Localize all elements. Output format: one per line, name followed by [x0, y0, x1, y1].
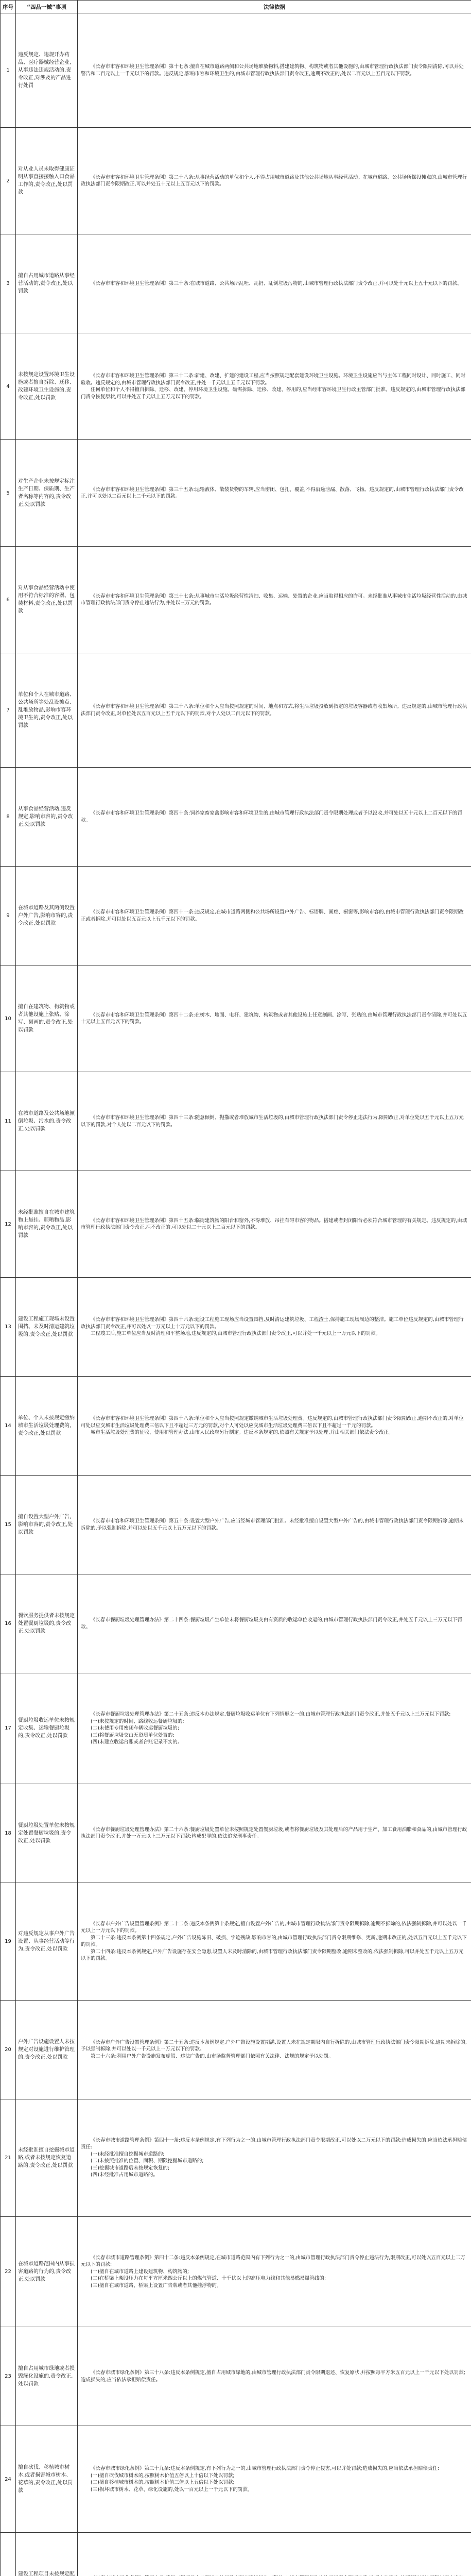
- row-number: 21: [1, 2099, 16, 2216]
- row-number: 11: [1, 1072, 16, 1171]
- basis-paragraph: 《长春市市容和环境卫生管理条例》第四十二条:在树木、地面、电杆、建筑物、构筑物或者其他设施上任意刻画、涂写、张贴的,由城市管理行政执法部门责令清除,并可处以五十元以上五百元以下的罚款。: [81, 1012, 467, 1025]
- row-legal-basis: [78, 1377, 471, 1476]
- basis-paragraph: 《长春市市容和环境卫生管理条例》第四十六条:建设工程施工现场应当设置围挡,及时清运建筑垃圾、工程渣土,保持施工现场周边的整洁。施工单位违反规定的,由城市管理行政执法部门责令改正,并可以处以一万元以上十万元以下的罚款。: [81, 1317, 464, 1330]
- basis-paragraph: 城市生活垃圾处理费的征收、使用和管理办法,由市人民政府另行制定。违反本条规定的,依照有关规定予以处理,并由相关部门依法责令改正。: [91, 1430, 394, 1436]
- row-legal-basis: [78, 2000, 471, 2099]
- row-item: 户外广告设施设置人未按规定对设施进行维护管理的,责令改正,处以罚款: [16, 2000, 78, 2099]
- row-legal-basis: [78, 2099, 471, 2216]
- table-row: [1, 1171, 471, 1278]
- basis-paragraph: 《长春市市容和环境卫生管理条例》第四十五条:临街建筑物的阳台和窗外,不得堆放、吊挂有碍市容的物品。搭建或者封闭阳台必须符合城市管理的有关规定。违反规定的,由城市管理行政执法部门责令改正,拒不改正的,可以处以二十元以上二百元以下的罚款。: [81, 1217, 467, 1230]
- row-item: 建设工程项目未按规定配: [16, 2533, 78, 2576]
- row-legal-basis: [78, 965, 471, 1072]
- table-row: [1, 653, 471, 768]
- basis-paragraph: 《长春市餐厨垃圾处理管理办法》第二十四条:餐厨垃圾产生单位未将餐厨垃圾交由有资质的收运单位收运的,由城市管理行政执法部门责令改正,并处五千元以上三万元以下罚款。: [81, 1617, 462, 1630]
- table-row: [1, 1784, 471, 1883]
- row-legal-basis: [78, 1574, 471, 1673]
- table-row: [1, 1072, 471, 1171]
- row-item: 在城市道路范围内从事损害道路的行为的,责令改正,处以罚款: [16, 2216, 78, 2327]
- row-legal-basis: [78, 2426, 471, 2533]
- row-number: 15: [1, 1476, 16, 1574]
- row-legal-basis: [78, 1278, 471, 1377]
- table-row: [1, 333, 471, 440]
- header-basis: 法律依据: [78, 1, 471, 13]
- row-legal-basis: [78, 2327, 471, 2426]
- row-item: 对从业人员未取得健康证明从事直接接触入口食品工作的,责令改正,处以罚款: [16, 128, 78, 234]
- basis-paragraph: (三)擅自在城市道路、桥梁上设置广告牌或者其他挂浮物的。: [91, 2282, 222, 2289]
- basis-paragraph: 《长春市市容和环境卫生管理条例》第四十三条:随意倾倒、抛撒或者堆放城市生活垃圾的,由城市管理行政执法部门责令停止违法行为,限期改正,对单位处以五千元以上五万元以下的罚款,对个人处以二百元以下的罚款。: [81, 1115, 464, 1128]
- row-number: 18: [1, 1784, 16, 1883]
- basis-paragraph: 《长春市城市绿化条例》第三十九条:违反本条例规定,有下列行为之一的,由城市管理行政执法部门责令停止侵害,可以并处罚款;造成损失的,应当依法承担赔偿责任:: [91, 2466, 440, 2471]
- row-legal-basis: [78, 128, 471, 234]
- row-number: 3: [1, 234, 16, 333]
- basis-paragraph: (四)未经批准占用城市道路的。: [91, 2172, 158, 2178]
- row-item: 在城市道路及其两侧设置户外广告,影响市容的,责令改正,处以罚款: [16, 867, 78, 965]
- table-body: [1, 13, 471, 2576]
- row-number: 6: [1, 547, 16, 653]
- table-row: [1, 867, 471, 965]
- row-item: 擅自占用城市绿地或者损毁绿化设施的,责令改正,处以罚款: [16, 2327, 78, 2426]
- basis-paragraph: (三)损坏城市树木、花草、绿化设施的,处以一百元以上一千元以下的罚款。: [91, 2486, 253, 2493]
- row-item: 对违反规定从事户外广告设置、从事经营活动等行为,责令改正,处以罚款: [16, 1883, 78, 2000]
- row-number: 19: [1, 1883, 16, 2000]
- row-item: 单位和个人在城市道路、公共场所等处乱设摊点、乱堆放物品,影响市容环境卫生的,责令改正,处以罚款: [16, 653, 78, 768]
- row-item: 未经批准擅自挖掘城市道路,或者未按规定恢复道路的,责令改正,处以罚款: [16, 2099, 78, 2216]
- row-legal-basis: [78, 13, 471, 128]
- row-number: 7: [1, 653, 16, 768]
- basis-paragraph: 《长春市城市道路管理条例》第四十二条:违反本条例规定,在城市道路范围内有下列行为之一的,由城市管理行政执法部门责令停止违法行为,限期改正,可以处以五百元以上二万元以下的罚款:: [81, 2255, 465, 2267]
- basis-paragraph: (二)未按照批准的位置、面积、期限挖掘城市道路的;: [91, 2158, 204, 2164]
- row-number: 10: [1, 965, 16, 1072]
- row-legal-basis: [78, 2533, 471, 2576]
- basis-paragraph: 《长春市市容和环境卫生管理条例》第三十八条:单位和个人应当按照规定的时间、地点和方式,将生活垃圾投放到指定的垃圾容器或者收集场所。违反规定的,由城市管理行政执法部门责令改正,对单位处以五百元以上五千元以下的罚款,对个人处以二百元以下的罚款。: [81, 704, 467, 717]
- row-item: 餐厨垃圾处置单位未按规定处置餐厨垃圾的,责令改正,处以罚款: [16, 1784, 78, 1883]
- basis-paragraph: 《长春市市容和环境卫生管理条例》第十七条:擅自在城市道路两侧和公共场地堆放物料,搭建建筑物、构筑物或者其他设施的,由城市管理行政执法部门责令限期清除,可以并处警告和二百元以上一千元以下的罚款。违反规定,影响市容和环境卫生的,由城市管理行政执法部门责令改正,逾期不改正的,处以二百元以上五百元以下罚款。: [81, 64, 464, 77]
- row-number: 22: [1, 2216, 16, 2327]
- table-row: [1, 768, 471, 867]
- header-num: 序号: [1, 1, 16, 13]
- row-item: 在城市道路及公共场地倾倒垃圾、污水的,责令改正,处以罚款: [16, 1072, 78, 1171]
- table-header-row: [1, 1, 471, 13]
- basis-paragraph: (一)未按规定的时间、路线收运餐厨垃圾的;: [91, 1718, 184, 1724]
- basis-paragraph: 《长春市市容和环境卫生管理条例》第三十二条:新建、改建、扩建的建设工程,应当按照规定配套建设环境卫生设施。环境卫生设施应当与主体工程同时设计、同时施工、同时验收。违反规定的,由城市管理行政执法部门责令改正,并处一千元以上五千元以下罚款。: [81, 373, 466, 386]
- basis-paragraph: (四)未建立收运台账或者台账记录不实的。: [91, 1739, 183, 1745]
- row-legal-basis: [78, 768, 471, 867]
- table-row: [1, 1673, 471, 1784]
- row-number: 2: [1, 128, 16, 234]
- row-legal-basis: [78, 234, 471, 333]
- row-item: 从事食品经营活动,违反规定,影响市容的,责令改正,处以罚款: [16, 768, 78, 867]
- row-item: 违反规定、违规开办药品、医疗器械经营企业,从事违法违规活动的,责令改正,对涉及的产品进行处罚: [16, 13, 78, 128]
- table-row: [1, 1278, 471, 1377]
- basis-paragraph: 《长春市市容和环境卫生管理条例》第四十一条:违反规定,在城市道路两侧和公共场所设置户外广告、标语牌、画廊、橱窗等,影响市容的,由城市管理行政执法部门责令限期改正或者拆除,并可以处以五百元以上五千元以下的罚款。: [81, 909, 464, 922]
- row-number: 1: [1, 13, 16, 128]
- basis-paragraph: 第二十三条:违反本条例第十四条规定,户外广告设施陈旧、破损、字迹残缺,影响市容的,由城市管理行政执法部门责令限期维修、更新,逾期未改正的,处以五百元以上五千元以下的罚款。: [81, 1935, 467, 1947]
- table-row: [1, 1377, 471, 1476]
- basis-paragraph: 《长春市市容和环境卫生管理条例》第三十五条:运输液体、散装货物的车辆,应当密闭、包扎、覆盖,不得沿途泄漏、散落、飞扬。违反规定的,由城市管理行政执法部门责令改正,并可以处以二百元以上二千元以下的罚款。: [81, 486, 464, 499]
- basis-paragraph: 任何单位和个人不得擅自拆除、迁移、改建、停用环境卫生设施。确需拆除、迁移、改建、停用的,应当经市容环境卫生行政主管部门批准。违反规定的,由城市管理行政执法部门责令恢复原状,可以并处五千元以上五万元以下的罚款。: [81, 387, 466, 400]
- table-row: [1, 1883, 471, 2000]
- table-row: [1, 128, 471, 234]
- basis-paragraph: 工程竣工后,施工单位应当及时清理和平整场地,违反规定的,由城市管理行政执法部门责令改正,可以并处一千元以上一万元以下的罚款。: [91, 1331, 381, 1337]
- table-row: [1, 2426, 471, 2533]
- basis-paragraph: (一)擅自砍伐城市树木的,按照树木价值五倍以上十倍以下处以罚款;: [91, 2472, 235, 2479]
- basis-paragraph: 第二十六条:利用户外广告设施发布虚假、违法广告的,由市场监督管理部门依照有关法律、法规的规定予以处罚。: [91, 2053, 334, 2059]
- row-number: 17: [1, 1673, 16, 1784]
- table-row: [1, 1476, 471, 1574]
- basis-paragraph: 《长春市户外广告设置管理条例》第二十二条:违反本条例第十条规定,擅自设置户外广告的,由城市管理行政执法部门责令限期拆除,逾期不拆除的,依法强制拆除,并可以处以一千元以上一万元以下的罚款。: [81, 1921, 467, 1934]
- row-item: 对从事食品经营活动中使用不符合标准的容器、包装材料,责令改正,处以罚款: [16, 547, 78, 653]
- basis-paragraph: 《长春市市容和环境卫生管理条例》第三十条:在城市道路、公共场所乱吐、乱扔、乱倒垃圾污物的,由城市管理行政执法部门责令改正,并可以处十元以上五十元以下的罚款。: [91, 280, 462, 286]
- table-row: [1, 1574, 471, 1673]
- row-number: [1, 2533, 16, 2576]
- basis-paragraph: 《长春市餐厨垃圾处理管理办法》第二十五条:违反本办法规定,餐厨垃圾收运单位有下列情形之一的,由城市管理行政执法部门责令改正,并处五千元以上三万元以下罚款:: [91, 1711, 451, 1717]
- row-item: 未按规定设置环境卫生设施或者擅自拆除、迁移、改建环境卫生设施的,责令改正,处以罚款: [16, 333, 78, 440]
- basis-paragraph: 《长春市市容和环境卫生管理条例》第四十条:饲养家畜家禽影响市容和环境卫生的,由城市管理行政执法部门责令限期处理或者予以没收,并可处以五十元以上二百元以下的罚款。: [81, 810, 462, 823]
- basis-paragraph: (三)挖掘城市道路后未按规定恢复的;: [91, 2165, 170, 2171]
- table-row: [1, 440, 471, 547]
- row-legal-basis: [78, 547, 471, 653]
- row-legal-basis: [78, 1883, 471, 2000]
- table-row: [1, 2327, 471, 2426]
- basis-paragraph: (一)擅自在城市道路上建设建筑物、构筑物的;: [91, 2268, 189, 2275]
- row-number: 13: [1, 1278, 16, 1377]
- row-item: 擅自占用城市道路从事经营活动的,责令改正,处以罚款: [16, 234, 78, 333]
- table-row: [1, 2099, 471, 2216]
- basis-paragraph: (二)擅自移植城市树木的,按照树木价值三倍以上五倍以下处以罚款;: [91, 2480, 235, 2485]
- basis-paragraph: 《长春市餐厨垃圾处理管理办法》第二十六条:餐厨垃圾处置单位未按照规定处置餐厨垃圾,或者将餐厨垃圾及其处理后的产品用于生产、加工食用油脂和食品的,由城市管理行政执法部门责令改正,并处一万元以上三万元以下罚款;构成犯罪的,依法追究刑事责任。: [81, 1826, 467, 1839]
- row-legal-basis: [78, 867, 471, 965]
- table-row: [1, 547, 471, 653]
- basis-paragraph: 《长春市市容和环境卫生管理条例》第三十七条:从事城市生活垃圾经营性清扫、收集、运输、处置的企业,应当取得相应的许可。未经批准从事城市生活垃圾经营性活动的,由城市管理行政执法部门责令停止违法行为,并处以三万元的罚款。: [81, 593, 467, 606]
- basis-paragraph: 《长春市城市道路管理条例》第四十一条:违反本条例规定,有下列行为之一的,由城市管理行政执法部门责令限期改正,可以处以二万元以下的罚款;造成损失的,应当依法承担赔偿责任:: [81, 2137, 467, 2150]
- row-legal-basis: [78, 1072, 471, 1171]
- row-legal-basis: [78, 440, 471, 547]
- table-row: [1, 965, 471, 1072]
- table-row: [1, 2216, 471, 2327]
- row-number: 12: [1, 1171, 16, 1278]
- basis-paragraph: (三)将餐厨垃圾交由无资质单位处置的;: [91, 1732, 175, 1738]
- row-item: 餐厨垃圾收运单位未按规定收集、运输餐厨垃圾的,责令改正,处以罚款: [16, 1673, 78, 1784]
- row-legal-basis: [78, 653, 471, 768]
- basis-paragraph: 《长春市市容和环境卫生管理条例》第四十八条:单位和个人应当按照规定缴纳城市生活垃圾处理费。违反规定的,由城市管理行政执法部门责令限期改正,逾期不改正的,对单位可处以应交城市生活垃圾处理费三倍以下且不超过三万元的罚款,对个人可处以应交城市生活垃圾处理费三倍以下且不超过一千元的罚款。: [81, 1416, 464, 1429]
- row-number: 24: [1, 2426, 16, 2533]
- basis-paragraph: 《长春市城市绿化条例》第三十八条:违反本条例规定,擅自占用城市绿地的,由城市管理行政执法部门责令限期退还、恢复原状,并按照每平方米五百元以上一千元以下处以罚款;造成损失的,应当依法承担赔偿责任。: [81, 2370, 465, 2383]
- row-item: 擅自设置大型户外广告,影响市容的,责令改正,处以罚款: [16, 1476, 78, 1574]
- row-item: 未经批准擅自在城市建筑物上悬挂、晾晒物品,影响市容的,责令改正,处以罚款: [16, 1171, 78, 1278]
- row-item: 对生产企业未按规定标注生产日期、保质期、生产者名称等内容的,责令改正,处以罚款: [16, 440, 78, 547]
- row-legal-basis: [78, 2216, 471, 2327]
- row-legal-basis: [78, 1673, 471, 1784]
- row-number: 14: [1, 1377, 16, 1476]
- basis-paragraph: 《长春市市容和环境卫生管理条例》第五十条:设置大型户外广告,应当经城市管理部门批准。未经批准擅自设置大型户外广告的,由城市管理行政执法部门责令限期拆除,逾期未拆除的,予以强制拆除,并可以处以五千元以上五万元以下的罚款。: [81, 1518, 464, 1531]
- table-row: [1, 234, 471, 333]
- row-item: 擅自砍伐、移植城市树木,或者损害城市树木、花草的,责令改正,处以罚款: [16, 2426, 78, 2533]
- row-number: 5: [1, 440, 16, 547]
- row-number: 23: [1, 2327, 16, 2426]
- row-legal-basis: [78, 1784, 471, 1883]
- basis-paragraph: 《长春市市容和环境卫生管理条例》第二十八条:从事经营活动的单位和个人,不得占用城市道路及其他公共场地从事经营活动。在城市道路、公共场所摆设摊点的,由城市管理行政执法部门责令限期改正,可以并处五十元以上五百元以下的罚款。: [81, 174, 467, 187]
- basis-paragraph: (二)在桥梁上架设压力在每平方厘米四公斤以上的煤气管道、十千伏以上的高压电力线和其他易燃易爆管线的;: [91, 2276, 326, 2281]
- row-item: 单位、个人未按规定缴纳城市生活垃圾处理费的,责令改正,处以罚款: [16, 1377, 78, 1476]
- table-row: [1, 13, 471, 128]
- row-number: 9: [1, 867, 16, 965]
- row-number: 20: [1, 2000, 16, 2099]
- table-row: [1, 2533, 471, 2576]
- row-number: 8: [1, 768, 16, 867]
- row-item: 建设工程施工现场未设置围挡、未及时清运建筑垃圾的,责令改正,处以罚款: [16, 1278, 78, 1377]
- row-number: 4: [1, 333, 16, 440]
- row-number: 16: [1, 1574, 16, 1673]
- row-legal-basis: [78, 1171, 471, 1278]
- header-item: “四品一械”事项: [16, 1, 78, 13]
- row-item: 擅自在建筑物、构筑物或者其他设施上张贴、涂写、刻画的,责令改正,处以罚款: [16, 965, 78, 1072]
- table-row: [1, 2000, 471, 2099]
- basis-paragraph: (一)未经批准擅自挖掘城市道路的;: [91, 2151, 165, 2157]
- row-legal-basis: [78, 333, 471, 440]
- row-item: 餐饮服务提供者未按规定处置餐厨垃圾的,责令改正,处以罚款: [16, 1574, 78, 1673]
- row-legal-basis: [78, 1476, 471, 1574]
- basis-paragraph: 第二十四条:违反本条例规定,户外广告设施存在安全隐患,设置人未及时消除的,由城市管理行政执法部门责令限期整改,逾期未整改的,依法强制拆除,可以并处五千元以上五万元以下的罚款。: [81, 1948, 464, 1961]
- basis-paragraph: (二)未使用专用密闭车辆收运餐厨垃圾的;: [91, 1725, 180, 1731]
- basis-paragraph: 《长春市户外广告设置管理条例》第二十五条:违反本条例规定,户外广告设施设置期满,设置人未在规定期限内自行拆除的,由城市管理行政执法部门责令限期拆除,逾期未拆除的,予以强制拆除,并可以处以一千元以上一万元以下的罚款。: [81, 2039, 467, 2053]
